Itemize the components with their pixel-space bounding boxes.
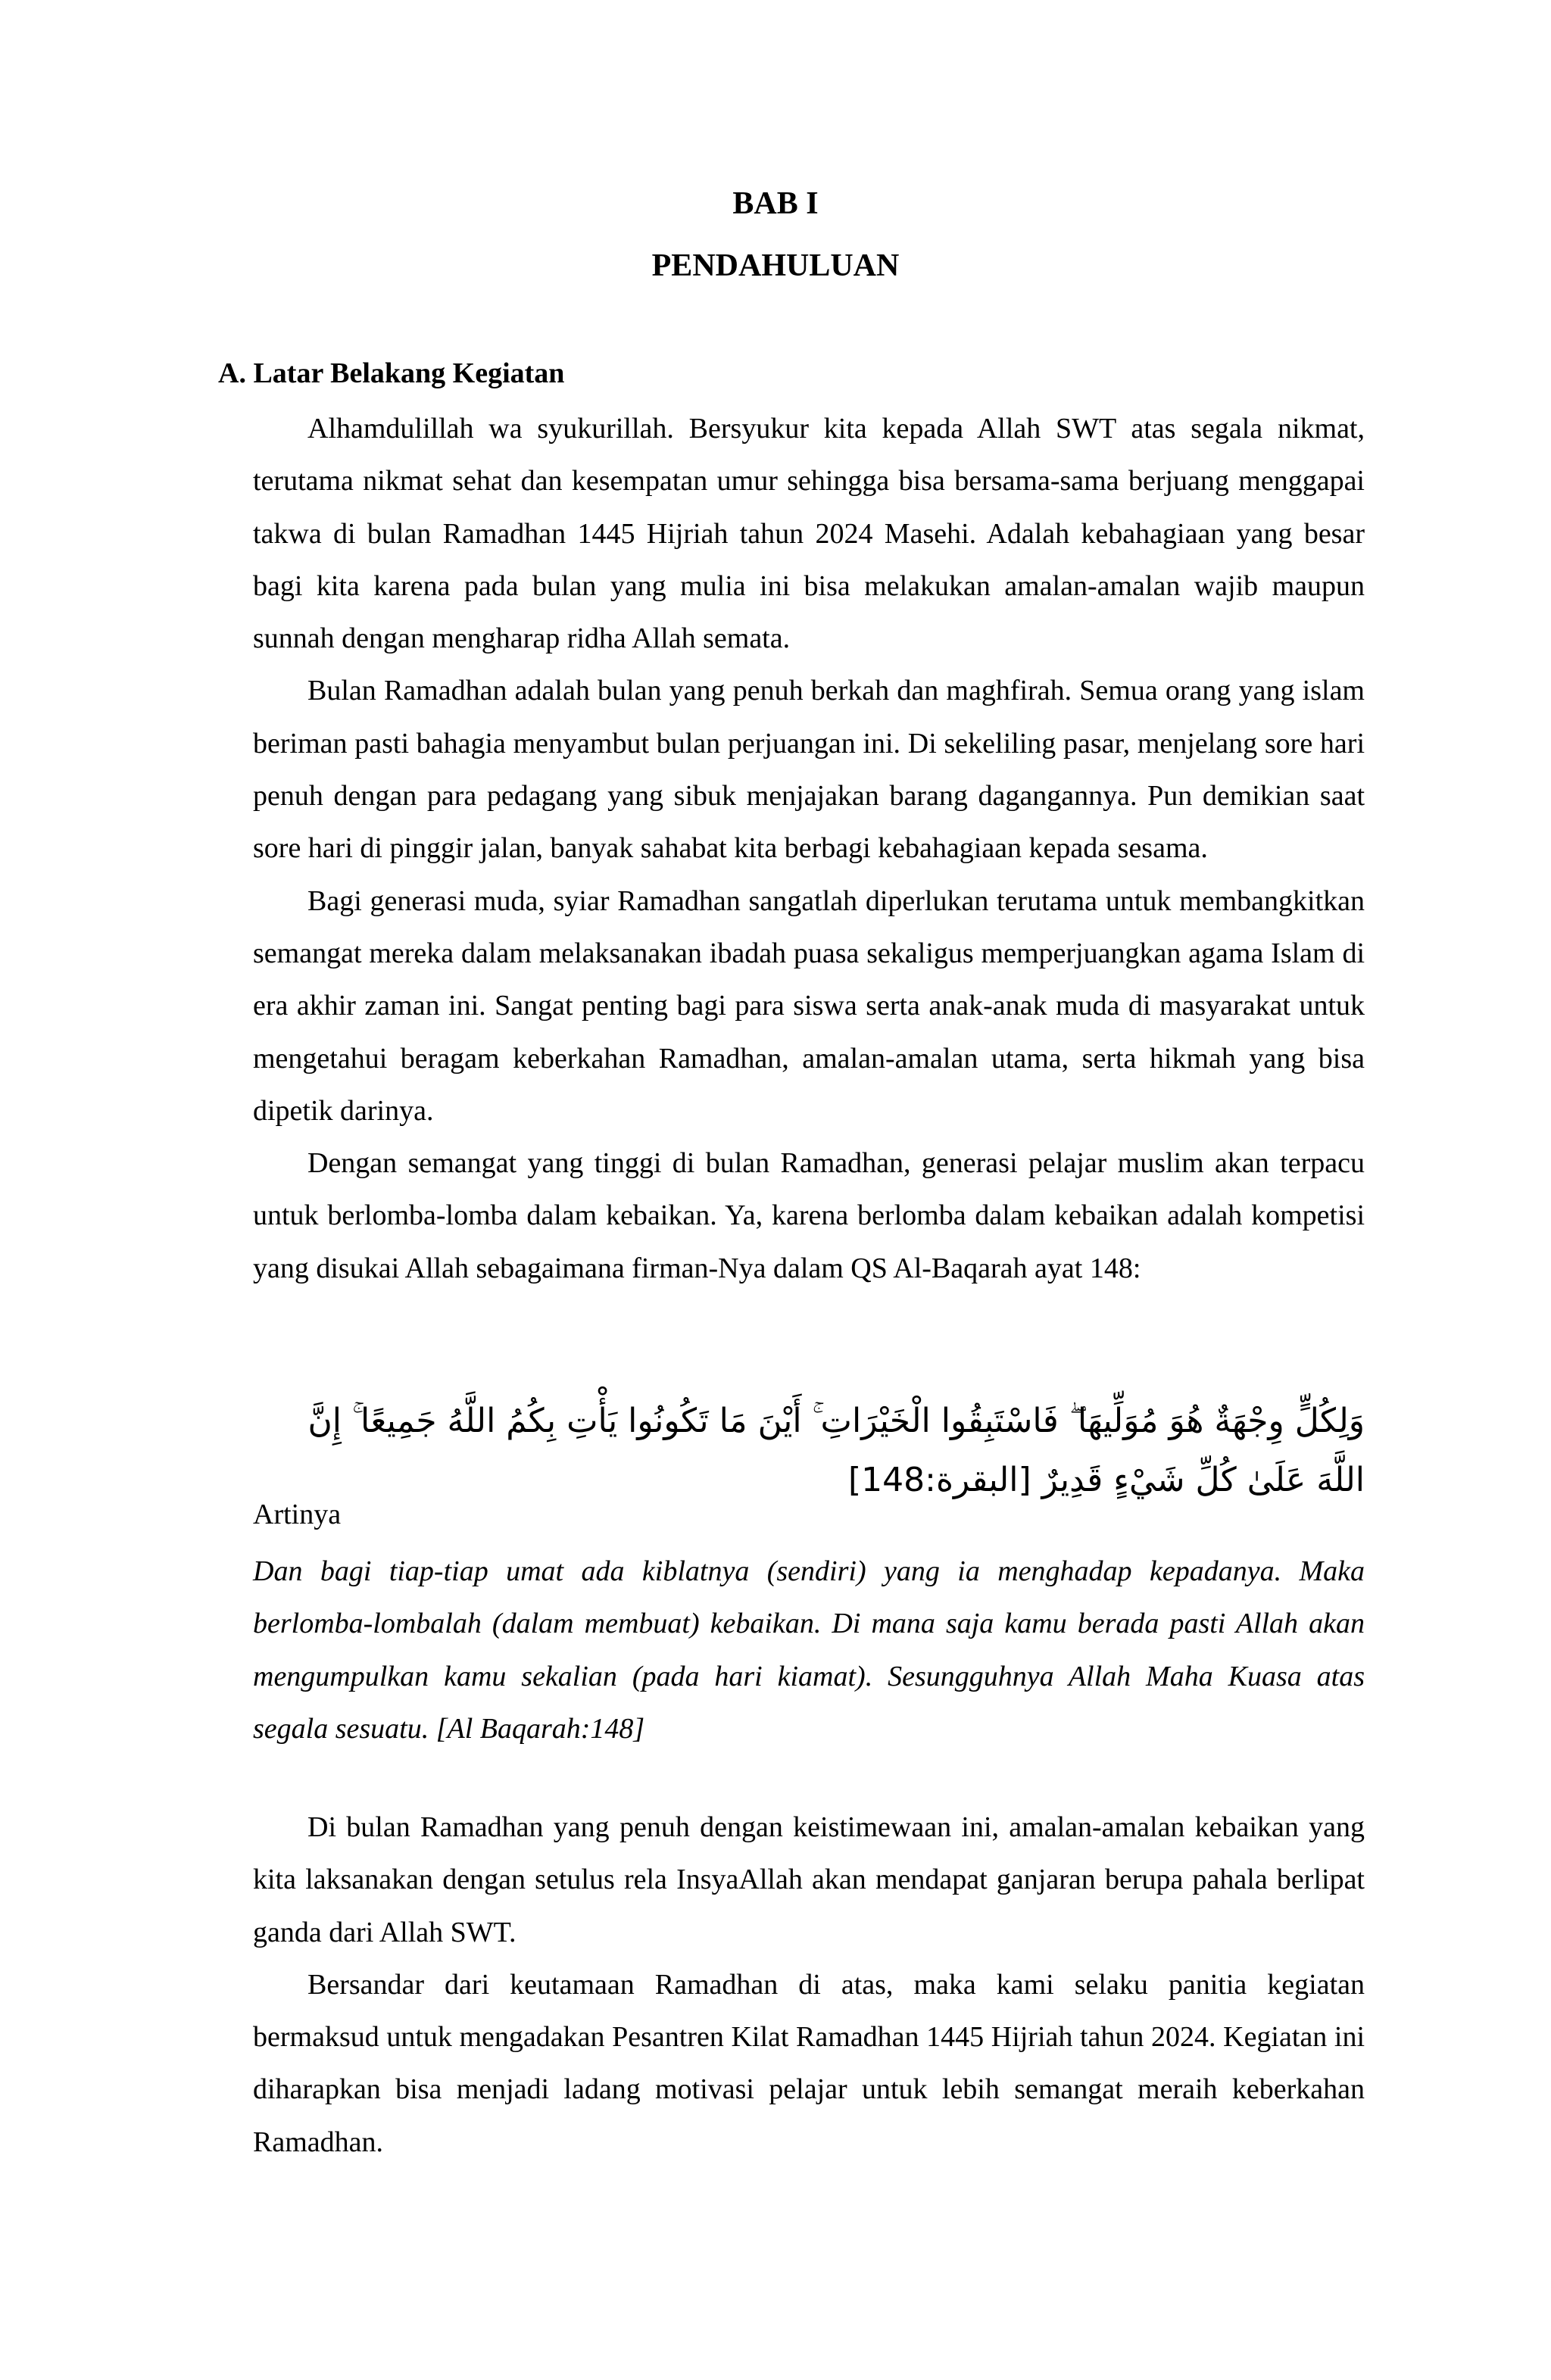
paragraph: Alhamdulillah wa syukurillah. Bersyukur kita kepada Allah SWT atas segala nikmat, terutama nikmat sehat dan kesempatan umur sehingga bisa bersama-sama berjuang menggapai takwa di bulan Ramadhan 1445 Hijriah tahun 2024 Masehi. Adalah kebahagiaan yang besar bagi kita karena pada bulan yang mulia ini bisa melakukan amalan-amalan wajib maupun sunnah dengan mengharap ridha Allah semata. xyxy=(253,413,1365,655)
paragraph: Bulan Ramadhan adalah bulan yang penuh berkah dan maghfirah. Semua orang yang islam beriman pasti bahagia menyambut bulan perjuangan ini. Di sekeliling pasar, menjelang sore hari penuh dengan para pedagang yang sibuk menjajakan barang dagangannya. Pun demikian saat sore hari di pinggir jalan, banyak sahabat kita berbagi kebahagiaan kepada sesama. xyxy=(253,675,1365,865)
chapter-number: BAB I xyxy=(732,186,819,221)
quran-verse-arabic: وَلِكُلٍّ وِجْهَةٌ هُوَ مُوَلِّيهَا ۖ فَاسْتَبِقُوا الْخَيْرَاتِ ۚ أَيْنَ مَا تَكُونُوا يَأْتِ بِكُمُ اللَّهُ جَمِيعًا ۚ إِنَّ اللَّهَ عَلَىٰ كُلِّ شَيْءٍ قَدِيرٌ [البقرة:148] xyxy=(307,1402,1365,1499)
body-text-block-1 xyxy=(253,403,1365,1295)
paragraph: Di bulan Ramadhan yang penuh dengan keistimewaan ini, amalan-amalan kebaikan yang kita laksanakan dengan setulus rela InsyaAllah akan mendapat ganjaran berupa pahala berlipat ganda dari Allah SWT. xyxy=(253,1811,1365,1948)
body-text-block-2 xyxy=(253,1801,1365,2169)
paragraph: Bagi generasi muda, syiar Ramadhan sangatlah diperlukan terutama untuk membangkitkan semangat mereka dalam melaksanakan ibadah puasa sekaligus memperjuangkan agama Islam di era akhir zaman ini. Sangat penting bagi para siswa serta anak-anak muda di masyarakat untuk mengetahui beragam keberkahan Ramadhan, amalan-amalan utama, serta hikmah yang bisa dipetik darinya. xyxy=(253,884,1365,1127)
section-heading: A. Latar Belakang Kegiatan xyxy=(218,357,565,389)
paragraph: Bersandar dari keutamaan Ramadhan di atas, maka kami selaku panitia kegiatan bermaksud untuk mengadakan Pesantren Kilat Ramadhan 1445 Hijriah tahun 2024. Kegiatan ini diharapkan bisa menjadi ladang motivasi pelajar untuk lebih semangat meraih keberkahan Ramadhan. xyxy=(253,1968,1365,2158)
verse-translation: Dan bagi tiap-tiap umat ada kiblatnya (sendiri) yang ia menghadap kepadanya. Maka berlomba-lombalah (dalam membuat) kebaikan. Di mana saja kamu berada pasti Allah akan mengumpulkan kamu sekalian (pada hari kiamat). Sesungguhnya Allah Maha Kuasa atas segala sesuatu. [Al Baqarah:148] xyxy=(253,1555,1365,1745)
translation-label: Artinya xyxy=(253,1499,342,1530)
chapter-title: PENDAHULUAN xyxy=(651,248,900,283)
paragraph: Dengan semangat yang tinggi di bulan Ramadhan, generasi pelajar muslim akan terpacu untuk berlomba-lomba dalam kebaikan. Ya, karena berlomba dalam kebaikan adalah kompetisi yang disukai Allah sebagaimana firman-Nya dalam QS Al-Baqarah ayat 148: xyxy=(253,1147,1365,1284)
